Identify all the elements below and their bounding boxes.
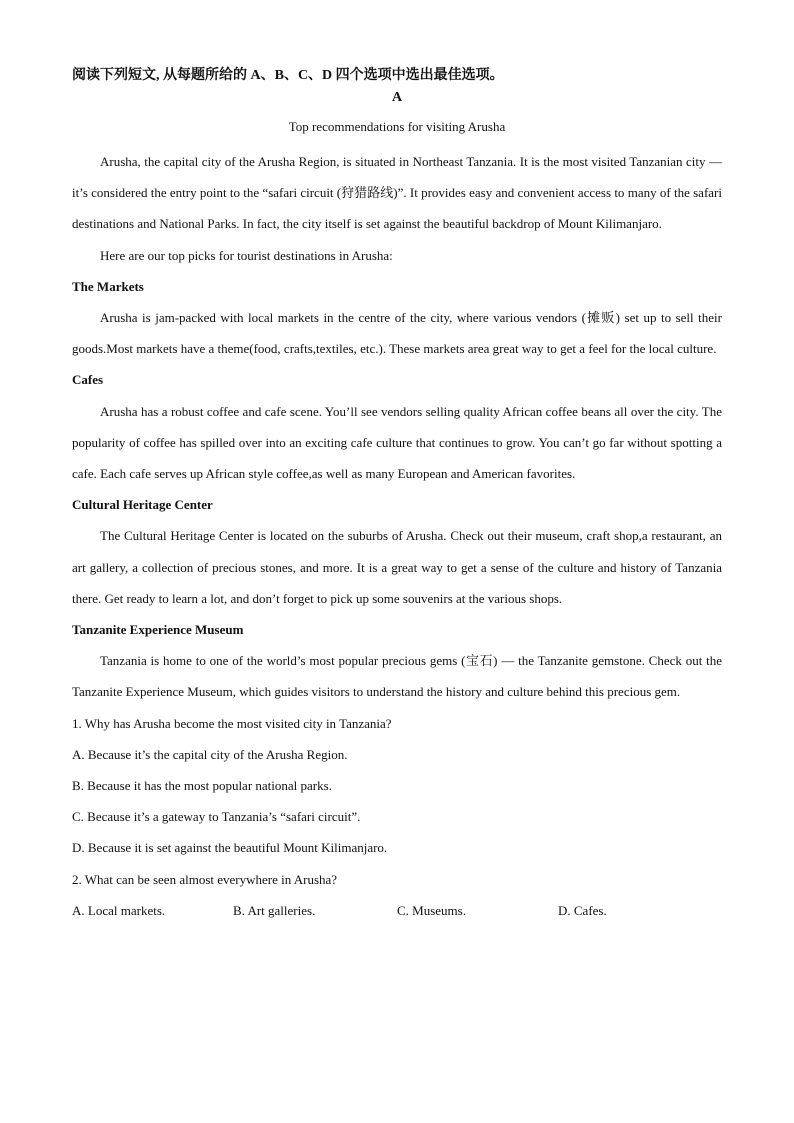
section-text-markets: Arusha is jam-packed with local markets in the centre of the city, where various vendors (摊贩) set up to sell their goods.Most markets have a theme(food, crafts,textiles, etc.). These markets area great way to get a feel for the local culture.	[72, 310, 722, 357]
section-heading-tanzanite-museum: Tanzanite Experience Museum	[72, 622, 244, 638]
section-text-heritage-center: The Cultural Heritage Center is located on the suburbs of Arusha. Check out their museum, craft shop,a restaurant, an art gallery, a collection of precious stones, and more. It is a great way to get a sense of the culture and history of Tanzania there. Get ready to learn a lot, and don’t forget to pick up some souvenirs at the various shops.	[72, 528, 722, 606]
question-stem: 1. Why has Arusha become the most visited city in Tanzania?	[72, 715, 392, 731]
option-a[interactable]: A. Local markets.	[72, 902, 166, 918]
section-heading-cafes: Cafes	[72, 372, 104, 388]
reading-instruction: 阅读下列短文, 从每题所给的 A、B、C、D 四个选项中选出最佳选项。	[72, 68, 504, 83]
passage-title: Top recommendations for visiting Arusha	[288, 119, 506, 134]
option-d[interactable]: D. Cafes.	[558, 902, 607, 918]
option-c[interactable]: C. Because it’s a gateway to Tanzania’s “safari circuit”.	[72, 809, 361, 825]
section-text-cafes: Arusha has a robust coffee and cafe scene. You’ll see vendors selling quality African coffee beans all over the city. The popularity of coffee has spilled over into an exciting cafe culture that continues to grow. You can’t go far without spotting a cafe. Each cafe serves up African style coffee,as well as many European and American favorites.	[72, 403, 722, 482]
passage-label: A	[391, 90, 403, 105]
option-a[interactable]: A. Because it’s the capital city of the Arusha Region.	[72, 746, 348, 762]
passage-body	[72, 146, 722, 926]
question-stem: 2. What can be seen almost everywhere in Arusha?	[72, 871, 338, 887]
section-text-tanzanite-museum: Tanzania is home to one of the world’s most popular precious gems (宝石) — the Tanzanite gemstone. Check out the Tanzanite Experience Museum, which guides visitors to understand the history and culture behind this precious gem.	[72, 653, 722, 700]
option-d[interactable]: D. Because it is set against the beautiful Mount Kilimanjaro.	[72, 840, 388, 856]
section-heading-markets: The Markets	[72, 278, 144, 294]
section-heading-heritage-center: Cultural Heritage Center	[72, 497, 213, 513]
intro-lead-in: Here are our top picks for tourist destinations in Arusha:	[100, 247, 393, 263]
intro-paragraph: Arusha, the capital city of the Arusha Region, is situated in Northeast Tanzania. It is the most visited Tanzanian city — it’s considered the entry point to the “safari circuit (狩猎路线)”. It provides easy and convenient access to many of the safari destinations and National Parks. In fact, the city itself is set against the beautiful backdrop of Mount Kilimanjaro.	[72, 154, 722, 232]
question-1	[72, 708, 722, 864]
question-2	[72, 864, 722, 926]
option-b[interactable]: B. Art galleries.	[233, 902, 316, 918]
option-b[interactable]: B. Because it has the most popular national parks.	[72, 778, 332, 794]
options-row	[72, 895, 722, 926]
option-c[interactable]: C. Museums.	[397, 902, 466, 918]
